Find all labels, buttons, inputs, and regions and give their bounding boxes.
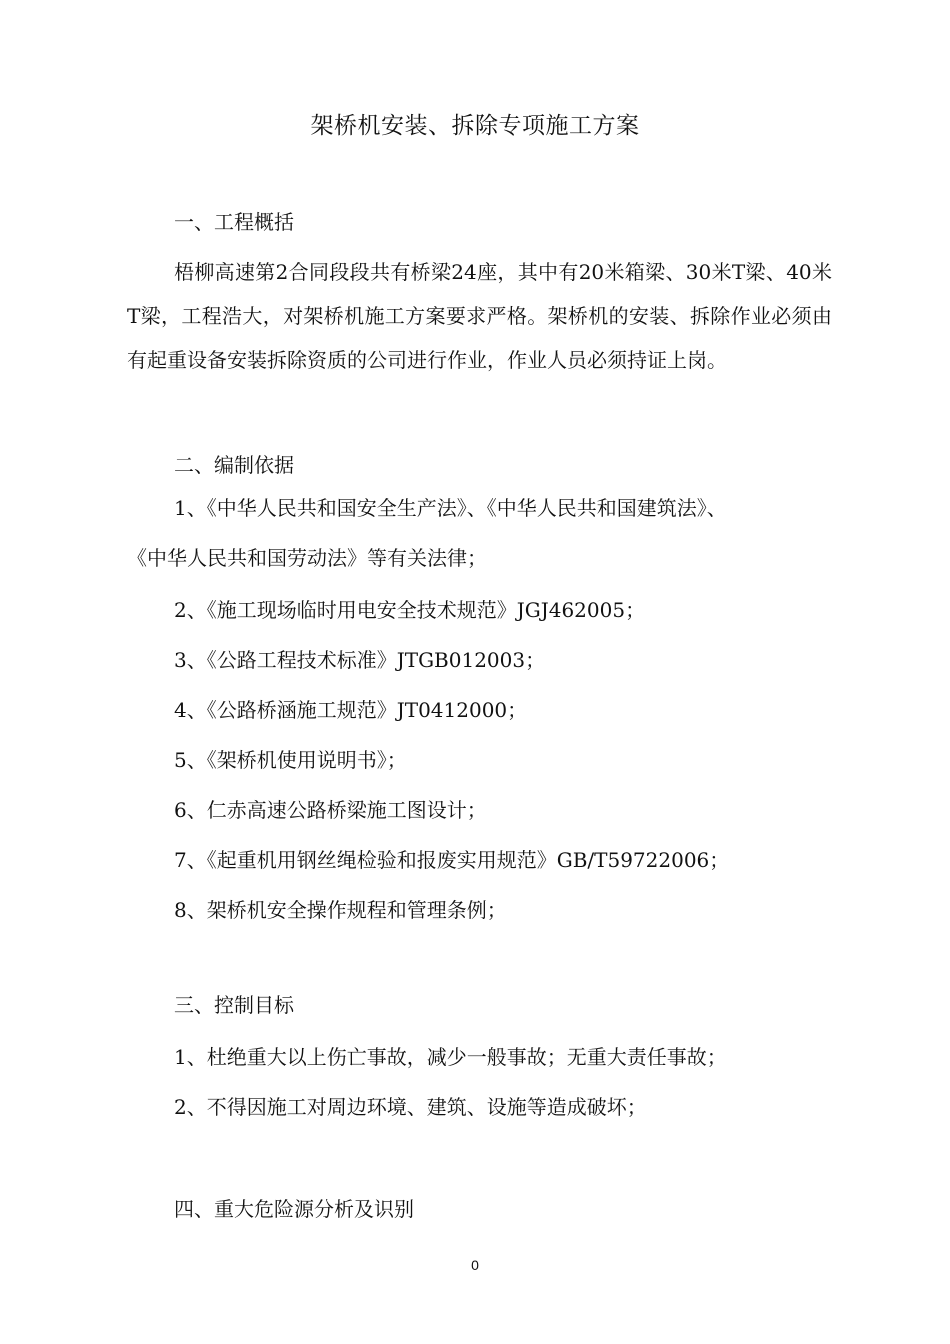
section-heading-overview: 一、工程概括 xyxy=(174,210,294,234)
basis-item-3: 3、《公路工程技术标准》JTGB012003； xyxy=(174,648,546,672)
section-heading-basis: 二、编制依据 xyxy=(174,453,294,477)
document-title: 架桥机安装、拆除专项施工方案 xyxy=(310,113,640,139)
section-heading-hazards: 四、重大危险源分析及识别 xyxy=(174,1197,414,1221)
page-number: 0 xyxy=(471,1257,479,1273)
goal-item-1: 1、杜绝重大以上伤亡事故，减少一般事故；无重大责任事故； xyxy=(174,1045,727,1069)
basis-item-7: 7、《起重机用钢丝绳检验和报废实用规范》GB/T59722006； xyxy=(174,848,730,872)
basis-item-1-line-1: 1、《中华人民共和国安全生产法》、《中华人民共和国建筑法》、 xyxy=(174,496,727,520)
overview-paragraph: 梧柳高速第2合同段段共有桥梁24座，其中有20米箱梁、30米T梁、40米T梁，工程浩大，对架桥机施工方案要求严格。架桥机的安装、拆除作业必须由有起重设备安装拆除资质的公司进行作业，作业人员必须持证上岗。 xyxy=(127,260,832,372)
section-heading-goals: 三、控制目标 xyxy=(174,993,294,1017)
goal-item-2: 2、不得因施工对周边环境、建筑、设施等造成破坏； xyxy=(174,1095,647,1119)
basis-item-6: 6、仁赤高速公路桥梁施工图设计； xyxy=(174,798,487,822)
basis-item-1-line-2: 《中华人民共和国劳动法》等有关法律； xyxy=(127,546,487,570)
basis-item-5: 5、《架桥机使用说明书》； xyxy=(174,748,407,772)
basis-item-2: 2、《施工现场临时用电安全技术规范》JGJ462005； xyxy=(174,598,646,622)
basis-item-8: 8、架桥机安全操作规程和管理条例； xyxy=(174,898,507,922)
basis-item-4: 4、《公路桥涵施工规范》JT0412000； xyxy=(174,698,528,722)
